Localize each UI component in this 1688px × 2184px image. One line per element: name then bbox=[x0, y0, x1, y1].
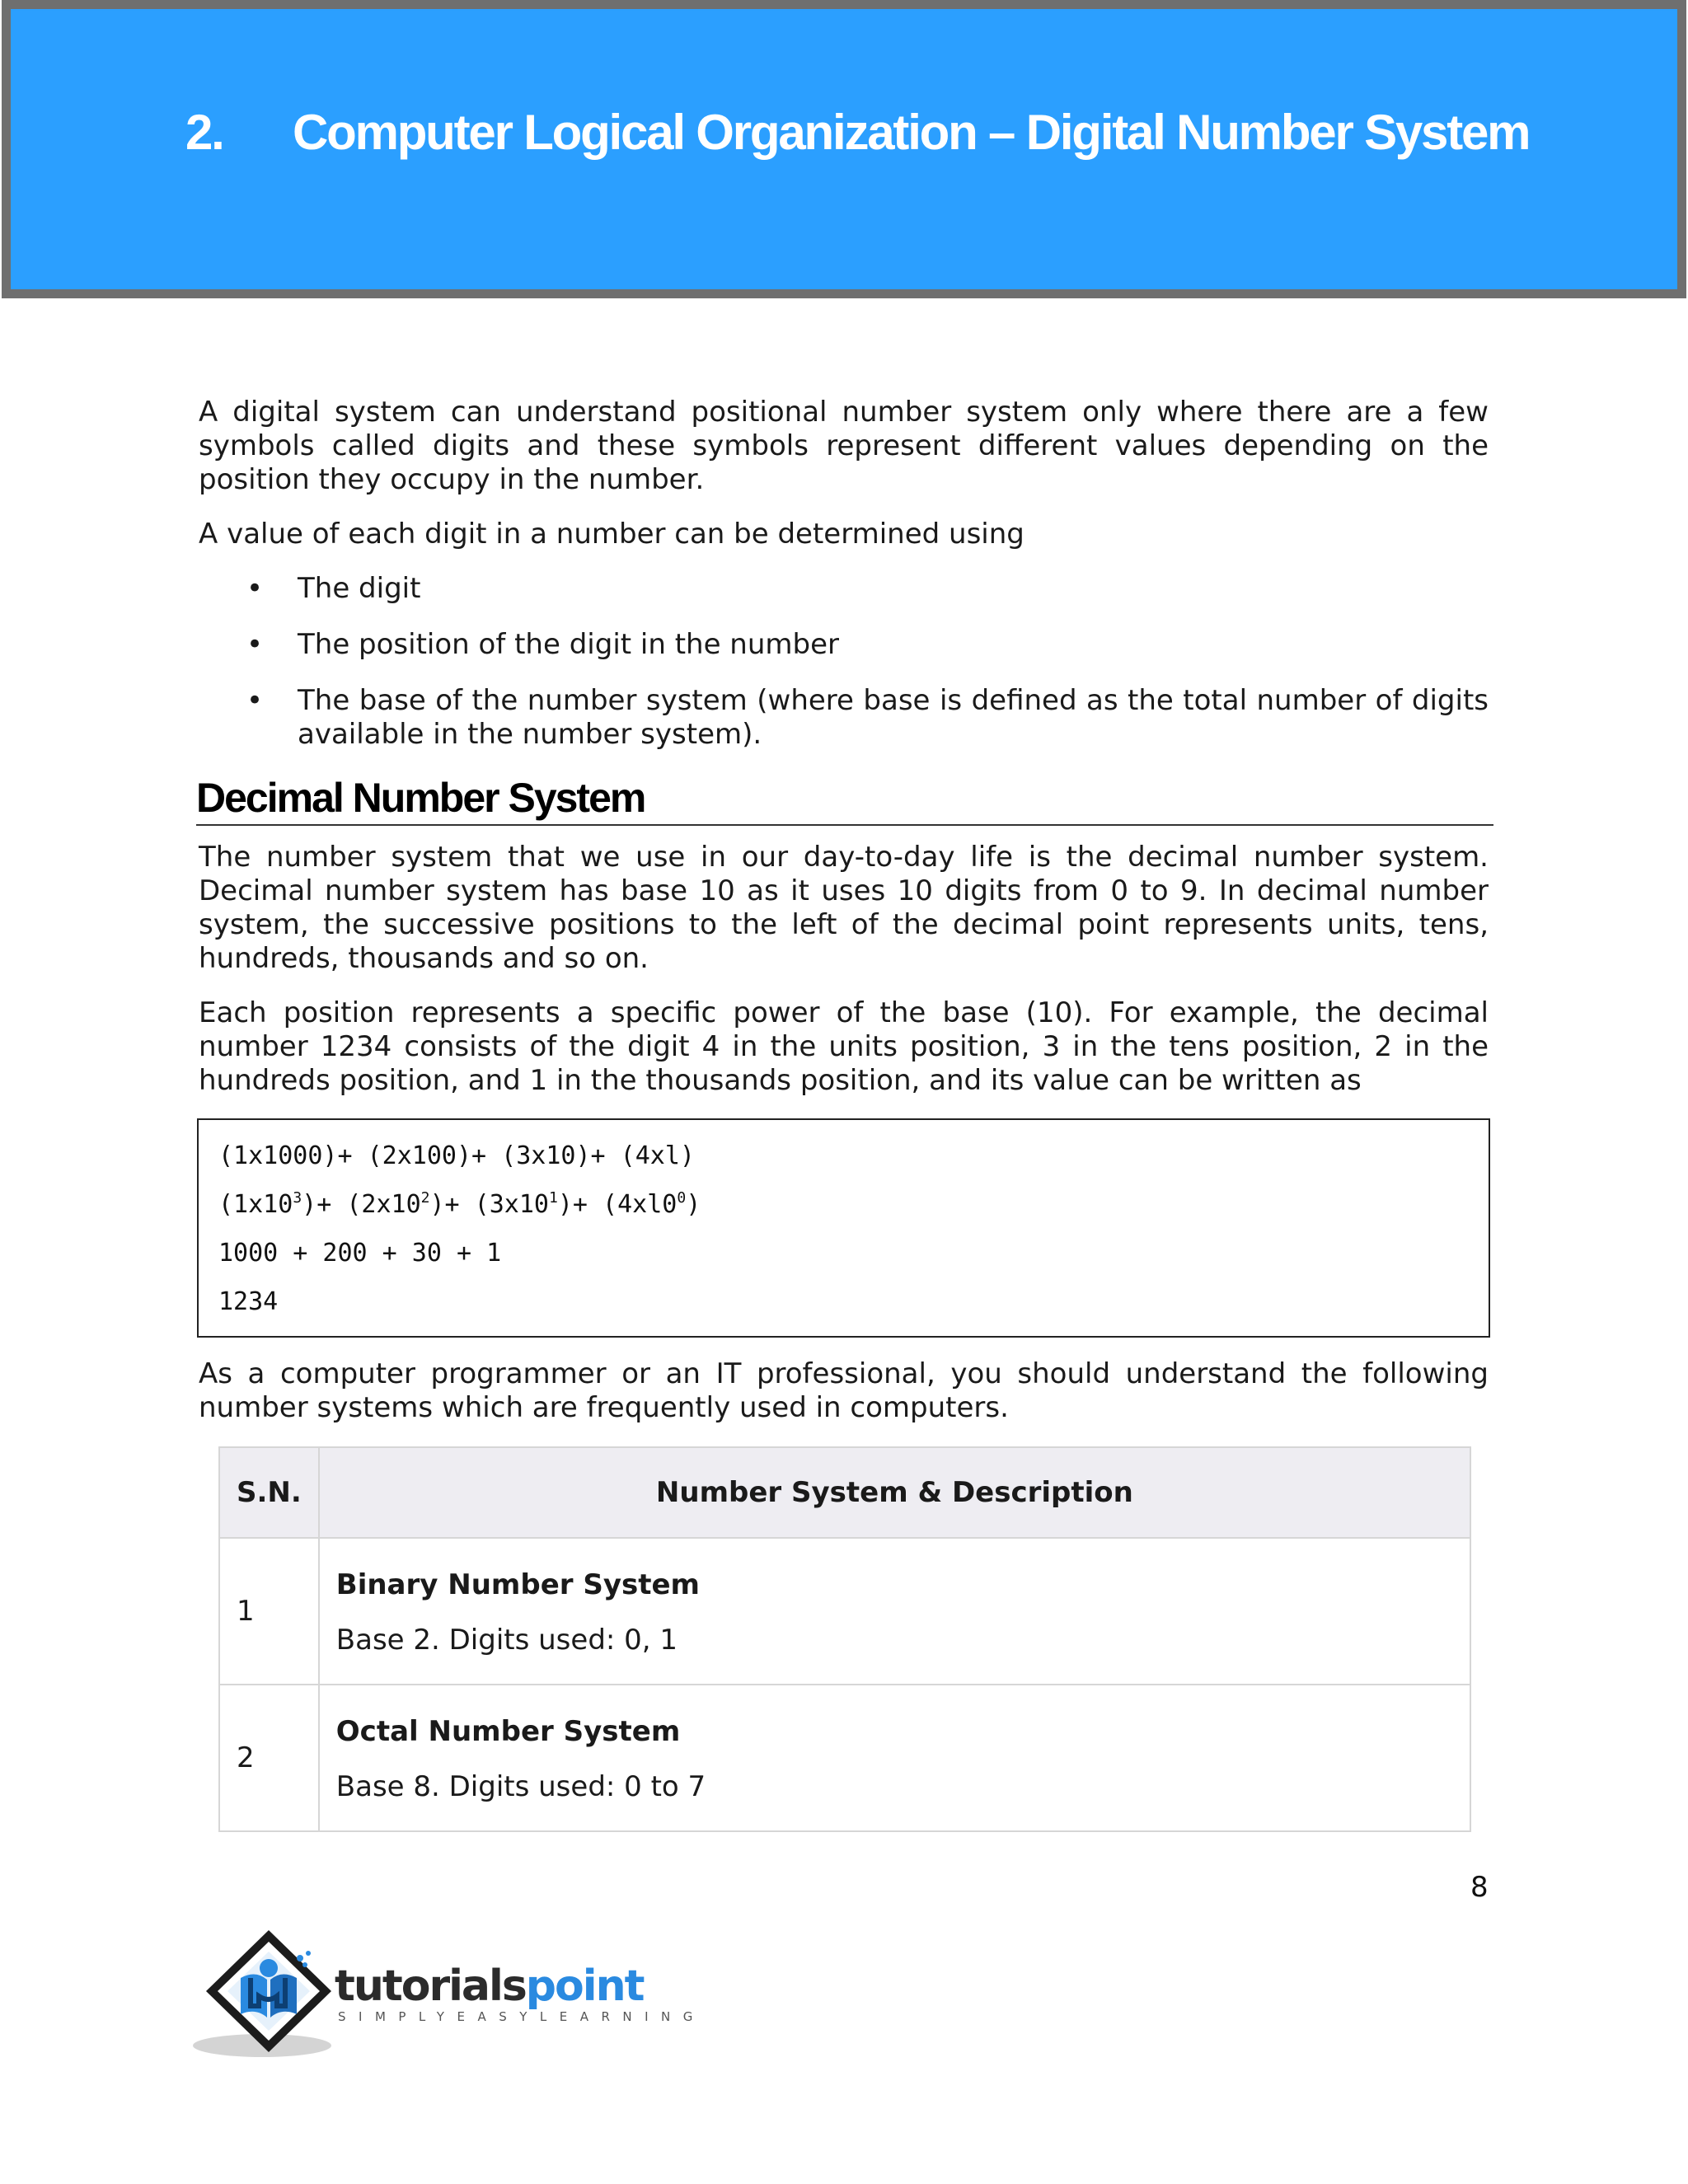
logo-emblem-icon bbox=[190, 1920, 338, 2069]
page-number: 8 bbox=[1470, 1871, 1489, 1904]
list-item bbox=[199, 684, 1489, 752]
table-cell-description bbox=[319, 1538, 1470, 1685]
section-heading: Decimal Number System bbox=[196, 774, 1493, 826]
exponent: 0 bbox=[677, 1189, 687, 1207]
decimal-paragraph-1: The number system that we use in our day-to-day life is the decimal number system. Decimal number system has base 10 as it uses 10 digits from 0 to 9. In decimal number system, the successive positions to the left of the decimal point represents units, tens, hundreds, thousands and so on. bbox=[199, 841, 1489, 975]
table-cell-description bbox=[319, 1685, 1470, 1831]
decimal-paragraph-2: Each position represents a specific power of the base (10). For example, the decimal number 1234 consists of the digit 4 in the units position, 3 in the tens position, 2 in the hundreds position, and 1 in the thousands position, and its value can be written as bbox=[199, 996, 1489, 1097]
bullet-icon: • bbox=[246, 628, 264, 661]
list-item bbox=[199, 628, 1489, 662]
list-item-text: The position of the digit in the number bbox=[298, 628, 840, 661]
column-header-description: Number System & Description bbox=[319, 1447, 1470, 1538]
row-title: Octal Number System bbox=[335, 1714, 681, 1748]
row-detail: Base 8. Digits used: 0 to 7 bbox=[335, 1769, 706, 1803]
chapter-number: 2. bbox=[185, 105, 223, 160]
code-segment: )+ (3x10 bbox=[429, 1190, 549, 1219]
code-line-1: (1x1000)+ (2x100)+ (3x10)+ (4xl) bbox=[218, 1141, 695, 1170]
logo-word-tutorials: tutorials bbox=[335, 1961, 526, 2011]
number-system-table bbox=[218, 1446, 1471, 1832]
code-line-3: 1000 + 200 + 30 + 1 bbox=[218, 1239, 502, 1268]
bullet-icon: • bbox=[246, 572, 264, 605]
exponent: 1 bbox=[549, 1189, 558, 1207]
code-segment: (1x10 bbox=[218, 1190, 293, 1219]
row-detail: Base 2. Digits used: 0, 1 bbox=[335, 1623, 678, 1657]
row-title: Binary Number System bbox=[335, 1568, 700, 1601]
page-content bbox=[196, 396, 1489, 1832]
code-segment: )+ (2x10 bbox=[302, 1190, 421, 1219]
logo-wordmark bbox=[335, 1963, 643, 2009]
tutorialspoint-logo bbox=[190, 1920, 706, 2069]
table-cell-sn: 2 bbox=[219, 1685, 319, 1831]
digit-value-list bbox=[199, 572, 1489, 752]
chapter-title-text: Computer Logical Organization – Digital Number System bbox=[293, 105, 1530, 160]
exponent: 3 bbox=[293, 1189, 302, 1207]
intro-paragraph-1: A digital system can understand positional number system only where there are a few symbols called digits and these symbols represent different values depending on the position they occupy in the number. bbox=[199, 396, 1489, 496]
logo-word-point: point bbox=[525, 1961, 644, 2011]
table-header-row bbox=[219, 1447, 1470, 1538]
code-line-4: 1234 bbox=[218, 1287, 279, 1316]
code-segment: ) bbox=[686, 1190, 701, 1219]
column-header-sn: S.N. bbox=[219, 1447, 319, 1538]
code-block bbox=[197, 1118, 1490, 1338]
list-item-text: The digit bbox=[298, 572, 421, 605]
bullet-icon: • bbox=[246, 684, 264, 717]
list-item bbox=[199, 572, 1489, 606]
list-item-text: The base of the number system (where base is defined as the total number of digits available in the number system). bbox=[298, 684, 1489, 751]
table-cell-sn: 1 bbox=[219, 1538, 319, 1685]
chapter-banner bbox=[2, 0, 1686, 298]
code-line-2 bbox=[218, 1180, 1469, 1229]
logo-tagline: SIMPLYEASYLEARNING bbox=[338, 2009, 706, 2024]
exponent: 2 bbox=[420, 1189, 430, 1207]
chapter-title bbox=[185, 104, 1529, 161]
code-segment: )+ (4xl0 bbox=[557, 1190, 678, 1219]
decimal-paragraph-3: As a computer programmer or an IT professional, you should understand the following number systems which are frequently used in computers. bbox=[199, 1357, 1489, 1424]
table-row bbox=[219, 1685, 1470, 1831]
table-row bbox=[219, 1538, 1470, 1685]
intro-paragraph-2: A value of each digit in a number can be determined using bbox=[199, 518, 1025, 551]
